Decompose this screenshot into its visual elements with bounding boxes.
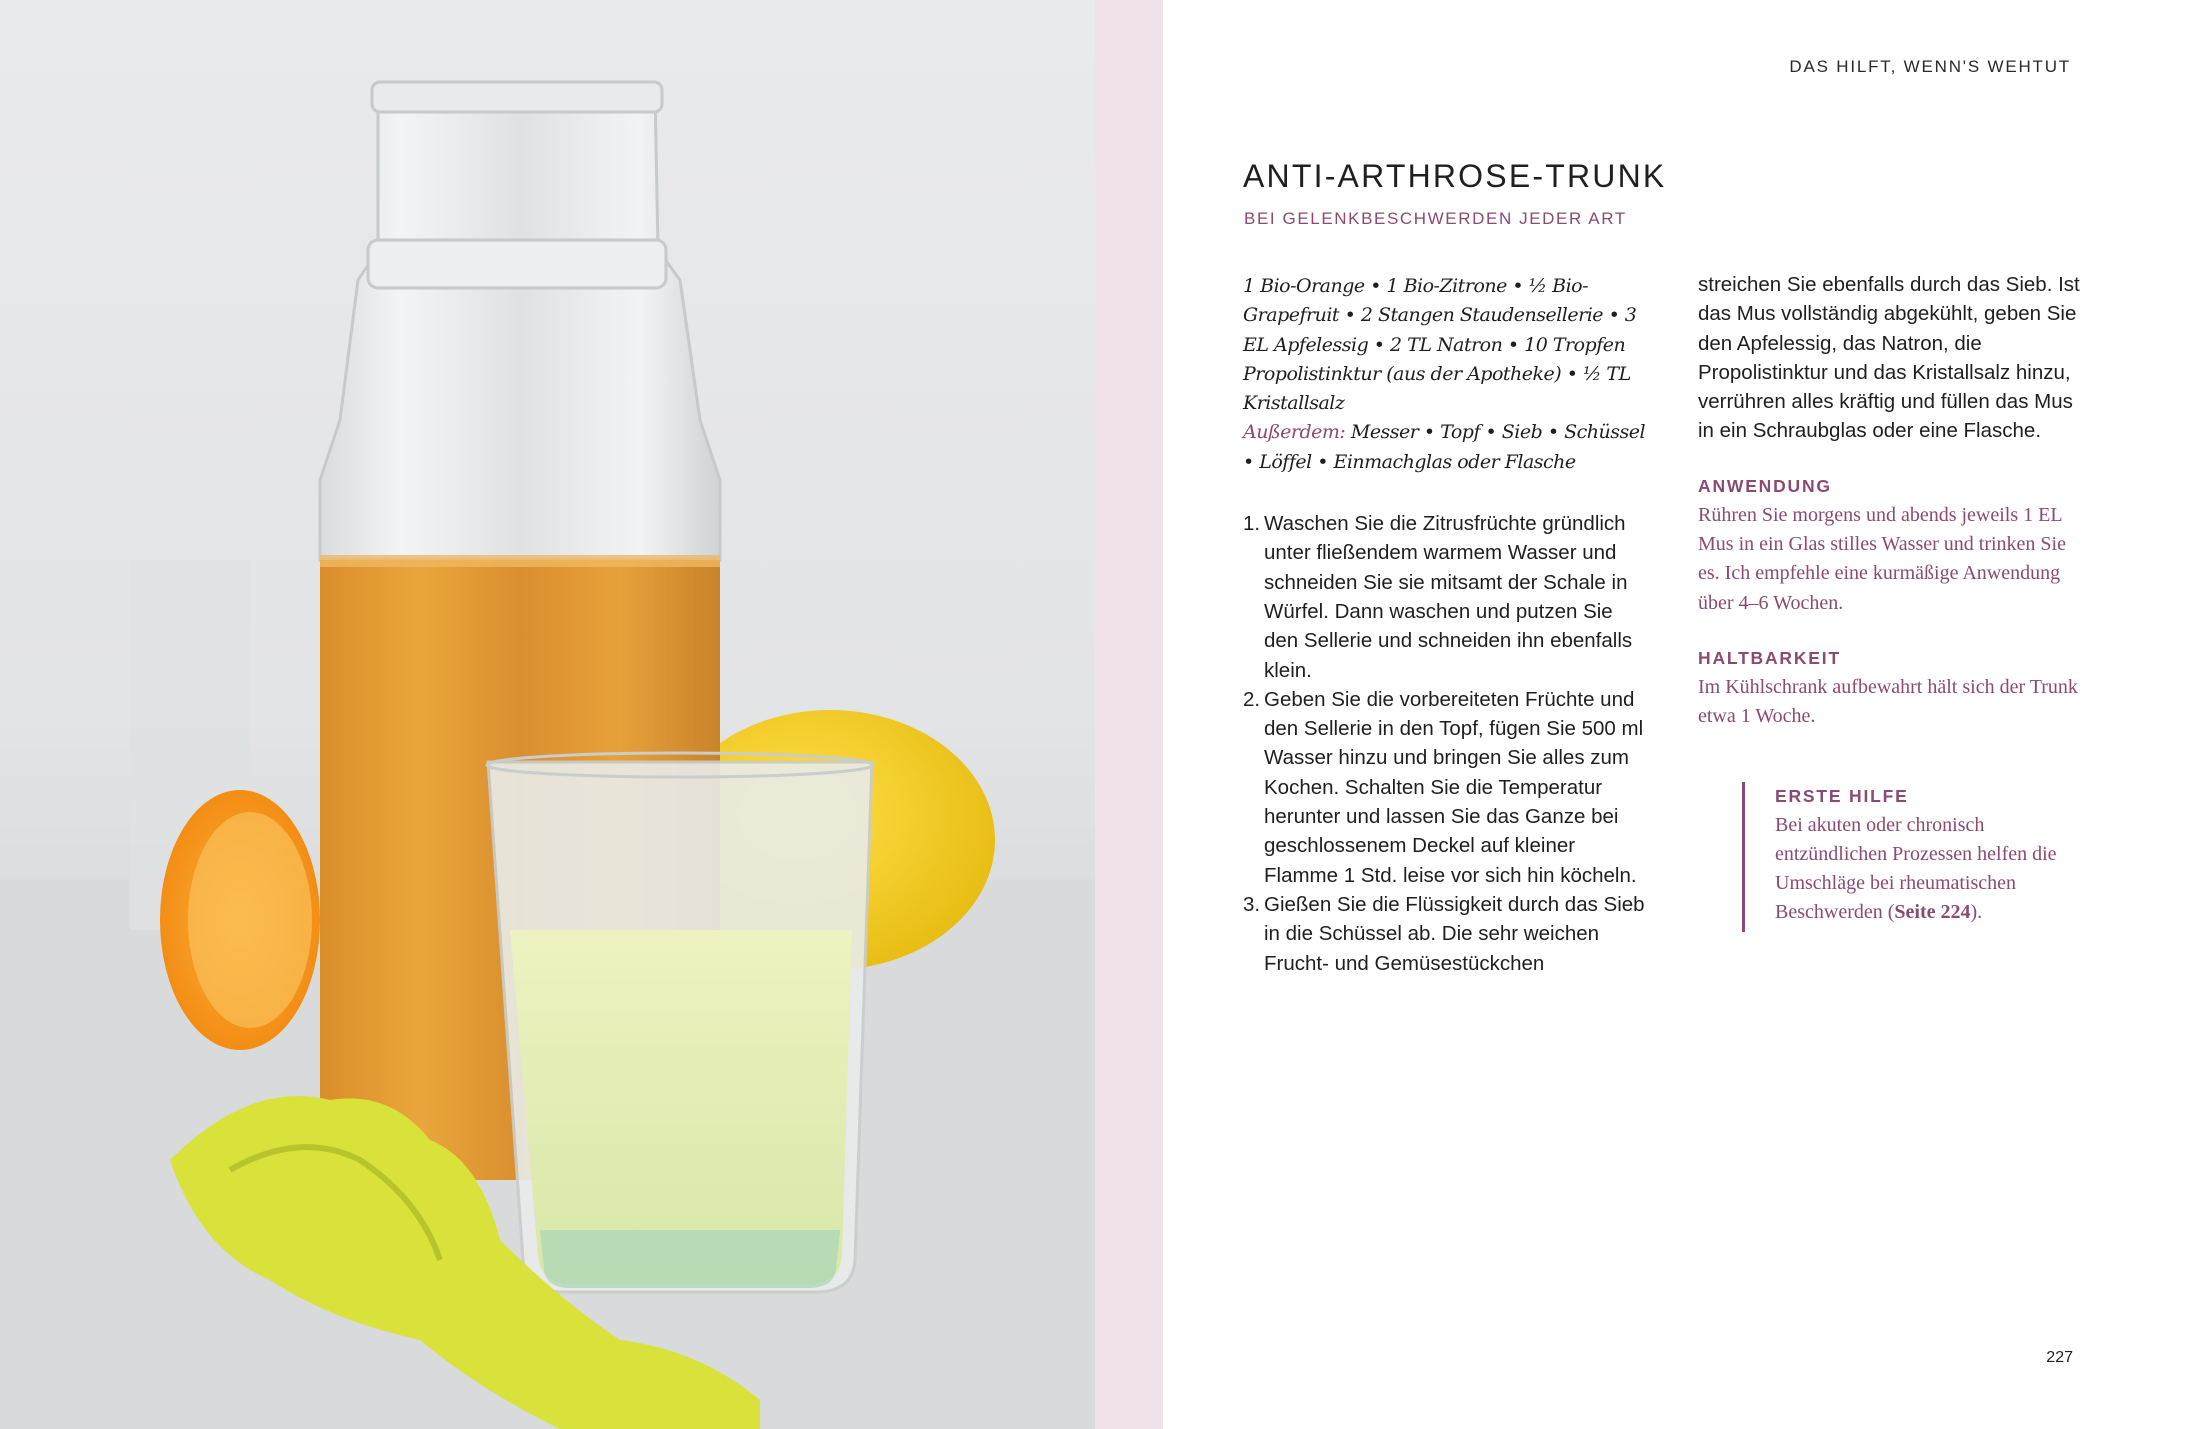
step-text: Gießen Sie die Flüssigkeit durch das Sieb in die Schüssel ab. Die sehr weichen Frucht- und Gemüsestückchen — [1264, 892, 1645, 975]
haltbarkeit-heading: HALTBARKEIT — [1698, 647, 1841, 668]
step-number: 1. — [1243, 512, 1261, 536]
step-item — [1243, 890, 1648, 978]
step-number: 3. — [1243, 892, 1261, 916]
equipment-label: Außerdem: — [1243, 421, 1346, 444]
steps-list — [1243, 509, 1648, 978]
haltbarkeit-text: Im Kühlschrank aufbewahrt hält sich der Trunk etwa 1 Woche. — [1698, 675, 2078, 728]
step-text: Waschen Sie die Zitrusfrüchte gründlich unter fließendem warmem Wasser und schneiden Sie sie mitsamt der Schale in Würfel. Dann waschen und putzen Sie den Sellerie und schneiden ihn ebenfalls klein. — [1264, 512, 1633, 682]
anwendung-heading: ANWENDUNG — [1698, 475, 1832, 496]
erste-hilfe-end: ). — [1970, 901, 1983, 924]
page-reference: Seite 224 — [1894, 901, 1971, 924]
erste-hilfe-box — [1742, 782, 2083, 932]
gutter-strip — [1095, 0, 1163, 1429]
step-item — [1243, 509, 1648, 685]
bottle — [320, 90, 720, 560]
step-item — [1243, 685, 1648, 890]
erste-hilfe-heading: ERSTE HILFE — [1775, 785, 1909, 806]
equipment-items: Messer • Topf • Sieb • Schüssel • Löffel • Einmachglas oder Flasche — [1243, 421, 1646, 473]
ingredients — [1243, 272, 1648, 477]
right-column — [1698, 270, 2083, 932]
ingredients-list: 1 Bio-Orange • 1 Bio-Zitrone • ½ Bio-Grapefruit • 2 Stangen Staudensellerie • 3 EL Apfelessig • 2 TL Natron • 10 Tropfen Propolistinktur (aus der Apotheke) • ½ TL Kristallsalz — [1243, 275, 1637, 415]
running-head: DAS HILFT, WENN'S WEHTUT — [1789, 57, 2071, 76]
step-continuation: streichen Sie ebenfalls durch das Sieb. Ist das Mus vollständig abgekühlt, geben Sie den Apfelessig, das Natron, die Propolistinktur und das Kristallsalz hinzu, verrühren alles kräftig und füllen das Mus in ein Schraubglas oder eine Flasche. — [1698, 273, 2080, 443]
step-text: Geben Sie die vorbereiteten Früchte und den Sellerie in den Topf, fügen Sie 500 ml Wasser hinzu und bringen Sie alles zum Kochen. Schalten Sie die Temperatur herunter und lassen Sie das Ganze bei geschlossenem Deckel auf kleiner Flamme 1 Std. leise vor sich hin köcheln. — [1264, 687, 1644, 887]
page-number: 227 — [2046, 1349, 2073, 1366]
anwendung-text: Rühren Sie morgens und abends jeweils 1 EL Mus in ein Glas stilles Wasser und trinken Sie es. Ich empfehle eine kurmäßige Anwendung über 4–6 Wochen. — [1698, 503, 2066, 614]
left-column — [1243, 272, 1648, 978]
recipe-title: ANTI-ARTHROSE-TRUNK — [1243, 158, 1667, 194]
step-number: 2. — [1243, 687, 1261, 711]
erste-hilfe-text — [1775, 811, 2083, 928]
erste-hilfe-body: Bei akuten oder chronisch entzündlichen Prozessen helfen die Umschläge bei rheumatischen Beschwerden ( — [1775, 813, 2057, 924]
recipe-subtitle: BEI GELENKBESCHWERDEN JEDER ART — [1244, 209, 1627, 228]
equipment — [1243, 418, 1648, 477]
